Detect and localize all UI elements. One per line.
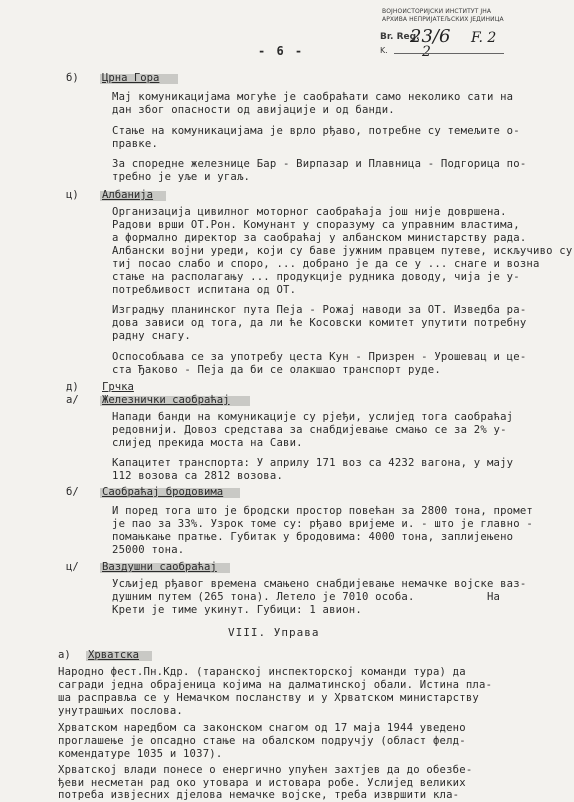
text-line: Радови врши ОТ.Рон. Комунант у споразуму са управним властима,: [112, 219, 520, 231]
text-line: Стање на комуникацијама је врло рђаво, потребне су темељите о-: [112, 125, 520, 137]
section-label: б/: [66, 486, 79, 498]
text-line: Хрватској влади понесе о енергично упућен захтјев да до обезбе-: [58, 764, 473, 776]
section-heading: Албанија: [102, 189, 154, 201]
section-label: д): [66, 381, 79, 393]
text-line: стање на располагању ... продукције рудника доводу, чија је у-: [112, 271, 520, 283]
text-line: требно је уље и угаљ.: [112, 171, 251, 183]
text-line: сагради једна обрајеница којима на далматинској обали. Истина пла-: [58, 679, 493, 691]
text-line: Крети је тиме укинут. Губици: 1 авион.: [112, 604, 362, 616]
stamp-k-value: 2: [422, 44, 431, 60]
section-heading: Грчка: [102, 381, 134, 393]
section-heading: Железнички саобраћај: [102, 394, 230, 406]
section-label: а): [58, 649, 71, 661]
text-line: За споредне железнице Бар - Вирпазар и Плавница - Подгорица по-: [112, 158, 527, 170]
stamp-k-label: K.: [380, 46, 388, 55]
section-heading: Саобраћај бродовима: [102, 486, 224, 498]
section-label: б): [66, 72, 79, 84]
text-line: Албански војни уреди, који су баве јужним правцем путеве, искључиво су: [112, 245, 573, 257]
page-number: - 6 -: [258, 44, 305, 58]
text-line: Мај комуникацијама могуће је саобраћати само неколико сати на: [112, 91, 514, 103]
text-line: тиј посао слабо и споро, ... добрано је да се у ... снаге и возна: [112, 258, 540, 270]
text-line: дова зависи од тога, да ли ће Косовски комитет упутити потребну: [112, 317, 527, 329]
section-label: а/: [66, 394, 79, 406]
text-line: душним путем (265 тона). Летело је 7010 особа. На: [112, 591, 501, 603]
section-heading: Црна Гора: [102, 72, 160, 84]
text-line: радну снагу.: [112, 330, 191, 342]
text-line: ђеви несметан рад око утовара и истовара робе. Услијед великих: [58, 777, 466, 789]
section-heading: Хрватска: [88, 649, 140, 661]
text-line: 112 возова са 2812 возова.: [112, 470, 284, 482]
section-heading: Ваздушни саобраћај: [102, 561, 217, 573]
text-line: И поред тога што је бродски простор повећан за 2800 тона, промет: [112, 505, 533, 517]
stamp-line-2: АРХИВА НЕПРИЈАТЕЉСКИХ ЈЕДИНИЦА: [382, 16, 504, 23]
text-line: а формално директор за саобраћај у албанском министарству рада.: [112, 232, 527, 244]
archive-stamp: [376, 8, 526, 60]
text-line: правке.: [112, 138, 159, 150]
text-line: Усљијед рђавог времена смањено снабдијевање немачке војске ваз-: [112, 578, 527, 590]
stamp-underline: [394, 53, 504, 54]
text-line: Напади банди на комуникације су рјеђи, услијед тога саобраћај: [112, 411, 514, 423]
text-line: Хрватском наредбом са законском снагом од 17 маја 1944 уведено: [58, 722, 466, 734]
text-line: потреба извјесних дјелова немачке војске, треба извршити кла-: [58, 789, 460, 801]
stamp-reg-suffix: F. 2: [471, 30, 497, 46]
chapter-title: VIII. Управа: [228, 626, 320, 639]
text-line: унутрашњих послова.: [58, 705, 183, 717]
text-line: Оспособљава се за употребу цеста Кун - Призрен - Урошевац и це-: [112, 351, 527, 363]
text-line: дан због опасности од авијације и од банди.: [112, 104, 395, 116]
text-line: проглашење је опсадно стање на обалском подручју (област фелд-: [58, 735, 466, 747]
text-line: Организација цивилног моторног саобраћаја још није довршена.: [112, 206, 507, 218]
stamp-line-1: ВОЈНОИСТОРИЈСКИ ИНСТИТУТ ЈНА: [382, 8, 492, 15]
text-line: 25000 тона.: [112, 544, 185, 556]
text-line: Народно фест.Пн.Кдр. (таранској инспекторској команди тура) да: [58, 666, 466, 678]
stamp-reg-label: Br. Reg.: [380, 32, 420, 42]
text-line: редовнији. Довоз средстава за снабдијевање смањо се за 2% у-: [112, 424, 507, 436]
text-line: ста Ђаково - Пеја да би се олакшао транспорт руде.: [112, 364, 441, 376]
text-line: је пао за 33%. Узрок томе су: рђаво вријеме и. - што је главно -: [112, 518, 533, 530]
stamp-reg-value: 23/6: [410, 26, 451, 47]
section-label: ц): [66, 189, 79, 201]
section-label: ц/: [66, 561, 79, 573]
text-line: помањкање пратње. Губитак у бродовима: 4000 тона, заплијењено: [112, 531, 514, 543]
text-line: потребљивост испитана од ОТ.: [112, 284, 297, 296]
text-line: комендатуре 1035 и 1037).: [58, 748, 223, 760]
text-line: Изградњу планинског пута Пеја - Рожај наводи за ОТ. Изведба ра-: [112, 304, 527, 316]
text-line: Капацитет транспорта: У априлу 171 воз са 4232 вагона, у мају: [112, 457, 514, 469]
text-line: ша расправља се у Немачком посланству и у Хрватском министарству: [58, 692, 479, 704]
text-line: слијед прекида моста на Сави.: [112, 437, 303, 449]
